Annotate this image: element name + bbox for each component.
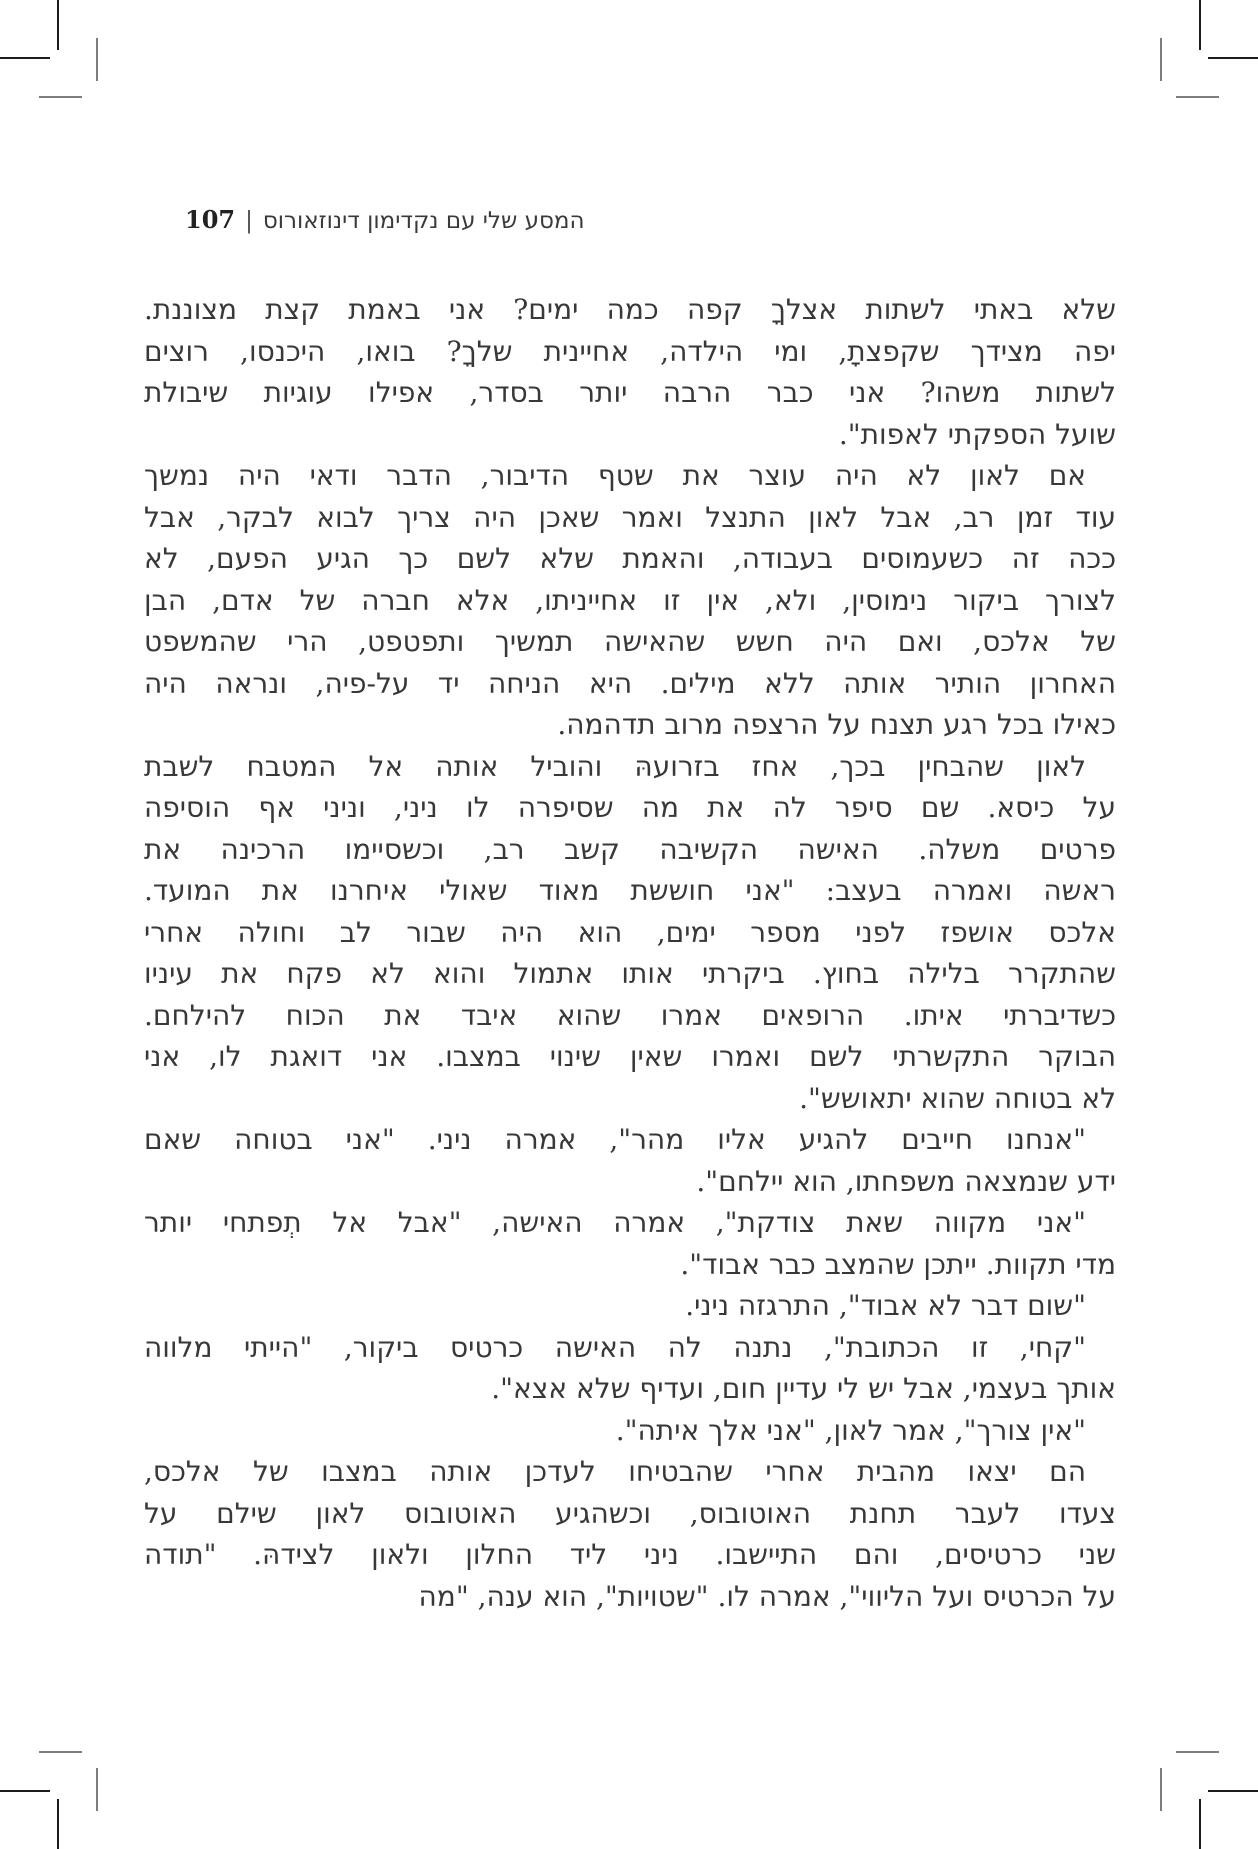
- text-line: הבוקר התקשרתי לשם ואמרו שאין שינוי במצבו. אני דואגת לו, אני: [144, 1040, 1116, 1073]
- text-block: [144, 289, 1116, 1617]
- paragraph: [144, 1451, 1116, 1617]
- text-line: ככה זה כשעמוסים בעבודה, והאמת שלא לשם כך הגיע הפעם, לא: [144, 542, 1116, 575]
- crop-mark: [0, 1790, 50, 1792]
- text-line: ראשה ואמרה בעצב: "אני חוששת מאוד שאולי איחרנו את המועד.: [144, 874, 1116, 907]
- text-line: שועל הספקתי לאפות".: [838, 417, 1116, 451]
- running-header: [185, 206, 585, 235]
- crop-mark: [39, 96, 82, 98]
- crop-mark: [1160, 1768, 1162, 1811]
- text-line: שני כרטיסים, והם התיישבו. ניני ליד החלון ולאון לצידהּ. "תודה: [144, 1538, 1116, 1571]
- crop-mark: [39, 1751, 82, 1753]
- text-line: "אנחנו חייבים להגיע אליו מהר", אמרה ניני. "אני בטוחה שאם: [144, 1123, 1086, 1156]
- text-line: צעדו לעבר תחנת האוטובוס, וכשהגיע האוטובוס לאון שילם על: [144, 1496, 1116, 1530]
- text-line: "אני מקווה שאת צודקת", אמרה האישה, "אבל אל תְפתחי יותר: [144, 1206, 1086, 1239]
- crop-mark: [1176, 96, 1219, 98]
- text-line: כשדיברתי איתו. הרופאים אמרו שהוא איבד את הכוח להילחם.: [144, 998, 1116, 1032]
- text-line: לאון שהבחין בכך, אחז בזרועהּ והוביל אותה אל המטבח לשבת: [144, 749, 1087, 783]
- paragraph: [144, 289, 1116, 455]
- paragraph: [144, 1327, 1116, 1410]
- crop-mark: [1160, 38, 1162, 81]
- text-line: הם יצאו מהבית אחרי שהבטיחו לעדכן אותה במצבו של אלכס,: [144, 1455, 1087, 1488]
- running-title: המסע שלי עם נקדימון דינוזאורוס: [262, 208, 585, 234]
- paragraph: [144, 1119, 1116, 1202]
- text-line: פרטים משלה. האישה הקשיבה קשב רב, וכשסיימו הרכינה את: [144, 832, 1116, 866]
- paragraph: [144, 1285, 1116, 1327]
- text-line: אם לאון לא היה עוצר את שטף הדיבור, הדבר ודאי היה נמשך: [144, 459, 1086, 492]
- text-line: של אלכס, ואם היה חשש שהאישה תמשיך ותפטפט, הרי שהמשפט: [144, 625, 1116, 658]
- crop-mark: [57, 0, 59, 50]
- crop-mark: [1199, 1799, 1201, 1849]
- page-number: 107: [185, 205, 236, 234]
- crop-mark: [1199, 0, 1201, 50]
- text-line: לשתות משהו? אני כבר הרבה יותר בסדר, אפילו עוגיות שיבולת: [144, 376, 1116, 409]
- paragraph: [144, 1202, 1116, 1285]
- crop-mark: [57, 1799, 59, 1849]
- text-line: לא בטוחה שהוא יתאושש".: [799, 1081, 1116, 1115]
- text-line: יפה מצידך שקפצתָ, ומי הילדה, אחיינית שלךָ? בואו, היכנסו, רוצים: [144, 334, 1116, 368]
- paragraph: [144, 1410, 1116, 1452]
- crop-mark: [96, 1768, 98, 1811]
- header-separator: |: [245, 208, 253, 234]
- text-line: אלכס אושפז לפני מספר ימים, הוא היה שבור לב וחולה אחרי: [144, 915, 1116, 949]
- text-line: האחרון הותיר אותה ללא מילים. היא הניחה יד על-פיה, ונראה היה: [144, 666, 1116, 700]
- crop-mark: [0, 57, 50, 59]
- text-line: שהתקרר בלילה בחוץ. ביקרתי אותו אתמול והוא לא פקח את עיניו: [144, 957, 1116, 990]
- text-line: על כיסא. שם סיפר לה את מה שסיפרה לו ניני, וניני אף הוסיפה: [144, 791, 1116, 824]
- crop-mark: [1208, 57, 1258, 59]
- text-line: כאילו בכל רגע תצנח על הרצפה מרוב תדהמה.: [557, 708, 1116, 741]
- text-line: "אין צורך", אמר לאון, "אני אלך איתה".: [615, 1413, 1086, 1447]
- crop-mark: [1208, 1790, 1258, 1792]
- text-line: מדי תקוות. ייתכן שהמצב כבר אבוד".: [680, 1247, 1116, 1281]
- crop-mark: [96, 38, 98, 81]
- text-line: "שום דבר לא אבוד", התרגזה ניני.: [685, 1289, 1086, 1322]
- paragraph: [144, 746, 1116, 1120]
- paragraph: [144, 455, 1116, 746]
- text-line: לצורך ביקור נימוסין, ולא, אין זו אחייניתו, אלא חברה של אדם, הבן: [144, 583, 1116, 617]
- text-line: עוד זמן רב, אבל לאון התנצל ואמר שאכן היה צריך לבוא לבקר, אבל: [144, 500, 1116, 534]
- text-line: אותך בעצמי, אבל יש לי עדיין חום, ועדיף שלא אצא".: [491, 1372, 1116, 1405]
- text-line: ידע שנמצאה משפחתו, הוא יילחם".: [696, 1164, 1116, 1198]
- crop-mark: [1176, 1751, 1219, 1753]
- text-line: שלא באתי לשתות אצלךָ קפה כמה ימים? אני באמת קצת מצוננת.: [144, 293, 1116, 326]
- text-line: "קחי, זו הכתובת", נתנה לה האישה כרטיס ביקור, "הייתי מלווה: [144, 1330, 1086, 1364]
- text-line: על הכרטיס ועל הליווי", אמרה לו. "שטויות", הוא ענה, "מה: [418, 1579, 1116, 1613]
